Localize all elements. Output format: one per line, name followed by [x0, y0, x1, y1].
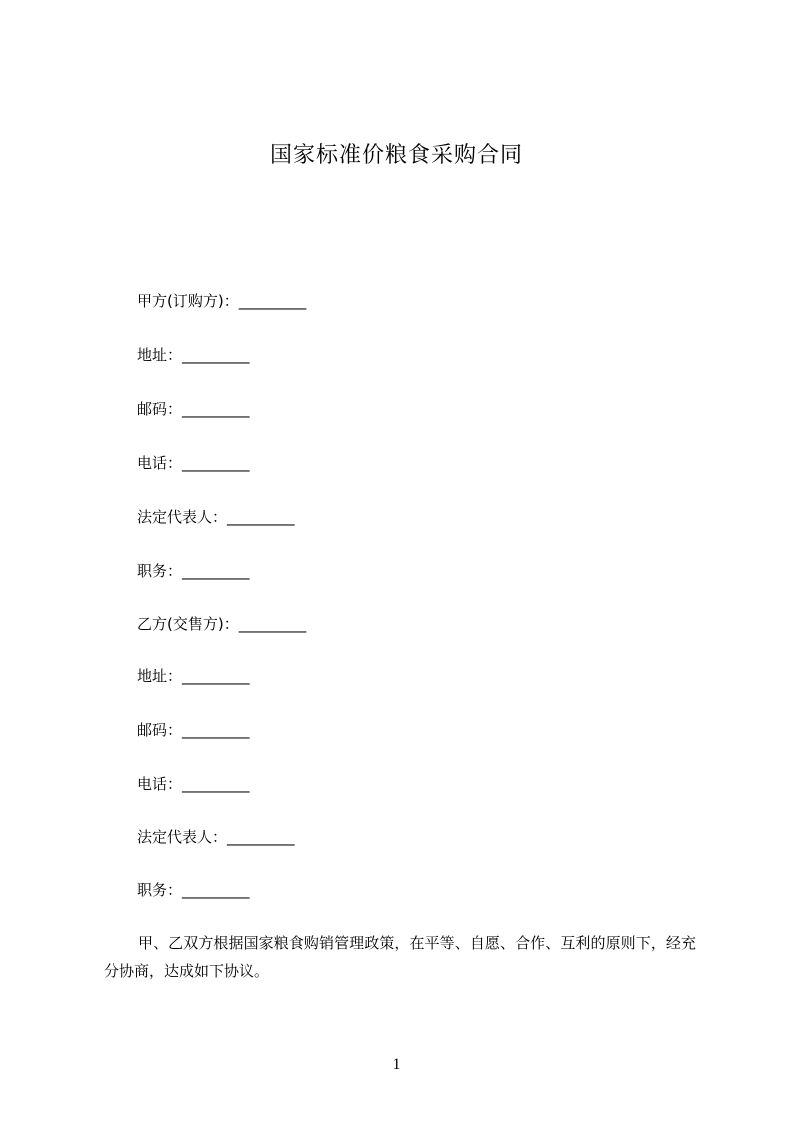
- party-b-phone-field: 电话：_________: [137, 775, 250, 793]
- intro-paragraph: 甲、乙双方根据国家粮食购销管理政策，在平等、自愿、合作、互利的原则下，经充分协商，达成如下协议。: [104, 934, 696, 980]
- party-a-postcode-field: 邮码：_________: [137, 400, 250, 418]
- party-a-address-field: 地址：_________: [137, 346, 250, 364]
- party-a-phone-field: 电话：_________: [137, 454, 250, 472]
- party-a-position-field: 职务：_________: [137, 562, 250, 580]
- party-b-postcode-field: 邮码：_________: [137, 721, 250, 739]
- party-a-legal-representative-field: 法定代表人：_________: [137, 508, 295, 526]
- party-b-name-field: 乙方(交售方)：_________: [137, 615, 307, 633]
- document-title: 国家标准价粮食采购合同: [269, 143, 523, 168]
- party-b-address-field: 地址：_________: [137, 667, 250, 685]
- page-number: 1: [392, 1056, 401, 1073]
- party-b-position-field: 职务：_________: [137, 881, 250, 899]
- party-b-legal-representative-field: 法定代表人：_________: [137, 828, 295, 846]
- party-a-name-field: 甲方(订购方)：_________: [137, 292, 307, 310]
